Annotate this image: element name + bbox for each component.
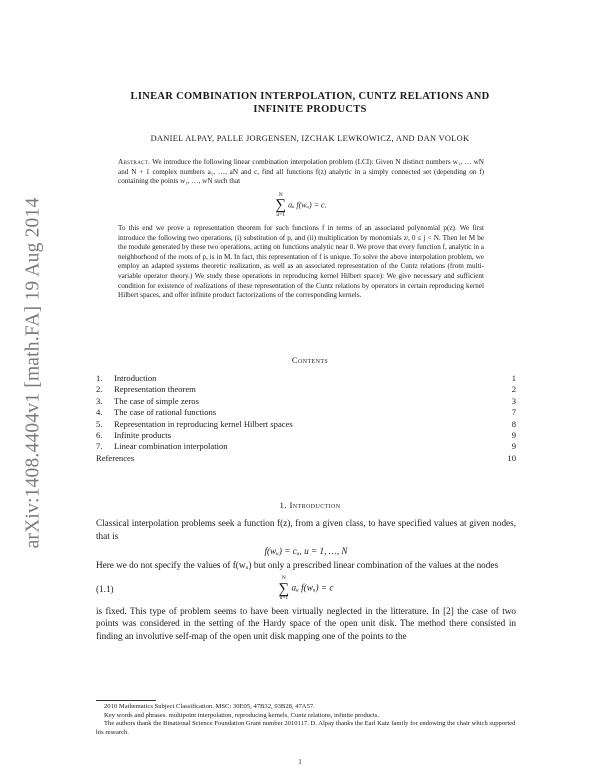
toc-title: The case of simple zeros	[114, 395, 199, 406]
author-list: DANIEL ALPAY, PALLE JORGENSEN, IZCHAK LEWKOWICZ, AND DAN VOLOK	[150, 134, 470, 143]
toc-page: 3	[511, 395, 516, 406]
toc-number: 4.	[96, 407, 103, 418]
footnote-rule	[96, 700, 156, 701]
intro-equation-1	[96, 545, 516, 558]
toc-number: 3.	[96, 395, 103, 406]
toc-entry[interactable]	[96, 419, 516, 430]
toc-page: 9	[511, 430, 516, 441]
equation-1-1	[96, 576, 516, 601]
toc-number: 5.	[96, 418, 103, 429]
footnote-thanks: The authors thank the Binational Science Foundation Grant number 2010117. D. Alpay thanks the Earl Katz family for endowing the chair which supported his research.	[96, 720, 516, 737]
title-line-1: LINEAR COMBINATION INTERPOLATION, CUNTZ RELATIONS AND	[130, 91, 490, 102]
intro-paragraph-2: Here we do not specify the values of f(wᵤ) but only a prescribed linear combination of the values at the nodes	[96, 559, 499, 570]
toc-page: 8	[511, 418, 516, 429]
sum-lower-limit: u=1	[279, 595, 289, 602]
toc-title: References	[96, 452, 135, 463]
toc-number: 1.	[96, 373, 103, 383]
footnote-msc: 2010 Mathematics Subject Classification. MSC: 30E05, 47B32, 93B28, 47A57.	[104, 703, 315, 710]
abstract-equation	[118, 193, 484, 218]
abstract	[118, 158, 484, 301]
toc-page: 7	[511, 407, 516, 418]
toc-entry[interactable]	[96, 441, 516, 452]
toc-page: 10	[507, 452, 516, 463]
abstract-paragraph-1: We introduce the following linear combination interpolation problem (LCI): Given N distinct numbers w₁, … wN and N + 1 complex numbers a₁, …, aN and c, find all functions f(z) analytic in a simply connected set (depending on f) containing the points w₁, …, wN such that	[118, 158, 484, 186]
page-number: 1	[298, 758, 302, 766]
sum-upper-limit: N	[278, 191, 283, 198]
sum-lower-limit: u=1	[276, 211, 286, 218]
title-line-2: INFINITE PRODUCTS	[253, 104, 367, 115]
toc-number: 6.	[96, 430, 103, 441]
abstract-label: Abstract.	[118, 158, 151, 166]
toc-entry[interactable]	[96, 396, 516, 407]
sum-symbol: N ∑ u=1	[275, 191, 287, 218]
abstract-paragraph-2: To this end we prove a representation theorem for such functions f in terms of an associated polynomial p(z). We first introduce the following two operations, (i) substitution of p, and (ii) multiplication by monomials zʲ, 0 ≤ j < N. Then let M be the module generated by these two operations, acting on functions analytic near 0. We prove that every function f, analytic in a neighborhood of the roots of p, is in M. In fact, this representation of f is unique. To solve the above interpolation problem, we employ an adapted systems theoretic realization, as well as an associated representation of the Cuntz relations (from multi-variable operator theory.) We study these operations in reproducing kernel Hilbert space): We give necessary and sufficient condition for existence of realizations of these representation of the Cuntz relations by operators in certain reproducing kernel Hilbert spaces, and offer infinite product factorizations of the corresponding kernels.	[118, 224, 484, 300]
footnote-keywords: Key words and phrases. multipoint interpolation, reproducing kernels, Cuntz relations, infinite products.	[104, 711, 380, 719]
toc-title: Infinite products	[114, 430, 172, 441]
toc-entry[interactable]	[96, 384, 516, 395]
arxiv-identifier: arXiv:1408.4404v1 [math.FA] 19 Aug 2014	[22, 197, 43, 549]
sum-symbol: N ∑ u=1	[278, 575, 290, 602]
toc-entry[interactable]	[96, 373, 516, 384]
paper-title	[90, 90, 530, 116]
toc-entry[interactable]	[96, 407, 516, 418]
toc-number: 2.	[96, 384, 103, 395]
intro-paragraph-3: is fixed. This type of problem seems to have been virtually neglected in the litterature. In [2] the case of two points was considered in the setting of the Hardy space of the open unit disk. The method there consisted in finding an involutive self-map of the open unit disk mapping one of the points to the	[96, 605, 516, 641]
intro-equation-1-body: f(wᵤ) = cᵤ, u = 1, …, N	[264, 546, 348, 557]
toc-title: Representation in reproducing kernel Hilbert spaces	[114, 418, 293, 429]
toc-title: Linear combination interpolation	[114, 441, 228, 452]
footnotes	[96, 703, 516, 738]
toc-entry[interactable]	[96, 430, 516, 441]
section-heading-introduction: 1. Introduction	[279, 500, 341, 510]
contents-heading: Contents	[291, 355, 329, 365]
table-of-contents	[96, 373, 516, 464]
toc-title: Introduction	[114, 373, 157, 383]
equation-number: (1.1)	[96, 583, 114, 594]
introduction-body	[96, 517, 516, 642]
toc-page: 1	[511, 373, 516, 383]
abstract-equation-body: aᵤ f(wᵤ) = c.	[288, 200, 327, 210]
equation-1-1-body: aᵤ f(wᵤ) = c	[291, 583, 334, 594]
arxiv-identifier-sidebar	[10, 178, 56, 568]
sum-upper-limit: N	[281, 575, 286, 582]
intro-paragraph-1: Classical interpolation problems seek a function f(z), from a given class, to have specified values at given nodes, that is	[96, 518, 516, 541]
toc-title: The case of rational functions	[114, 407, 217, 418]
toc-entry-references[interactable]	[96, 453, 516, 464]
toc-page: 2	[511, 384, 516, 395]
toc-title: Representation theorem	[114, 384, 196, 395]
toc-number: 7.	[96, 441, 103, 452]
toc-page: 9	[511, 441, 516, 452]
